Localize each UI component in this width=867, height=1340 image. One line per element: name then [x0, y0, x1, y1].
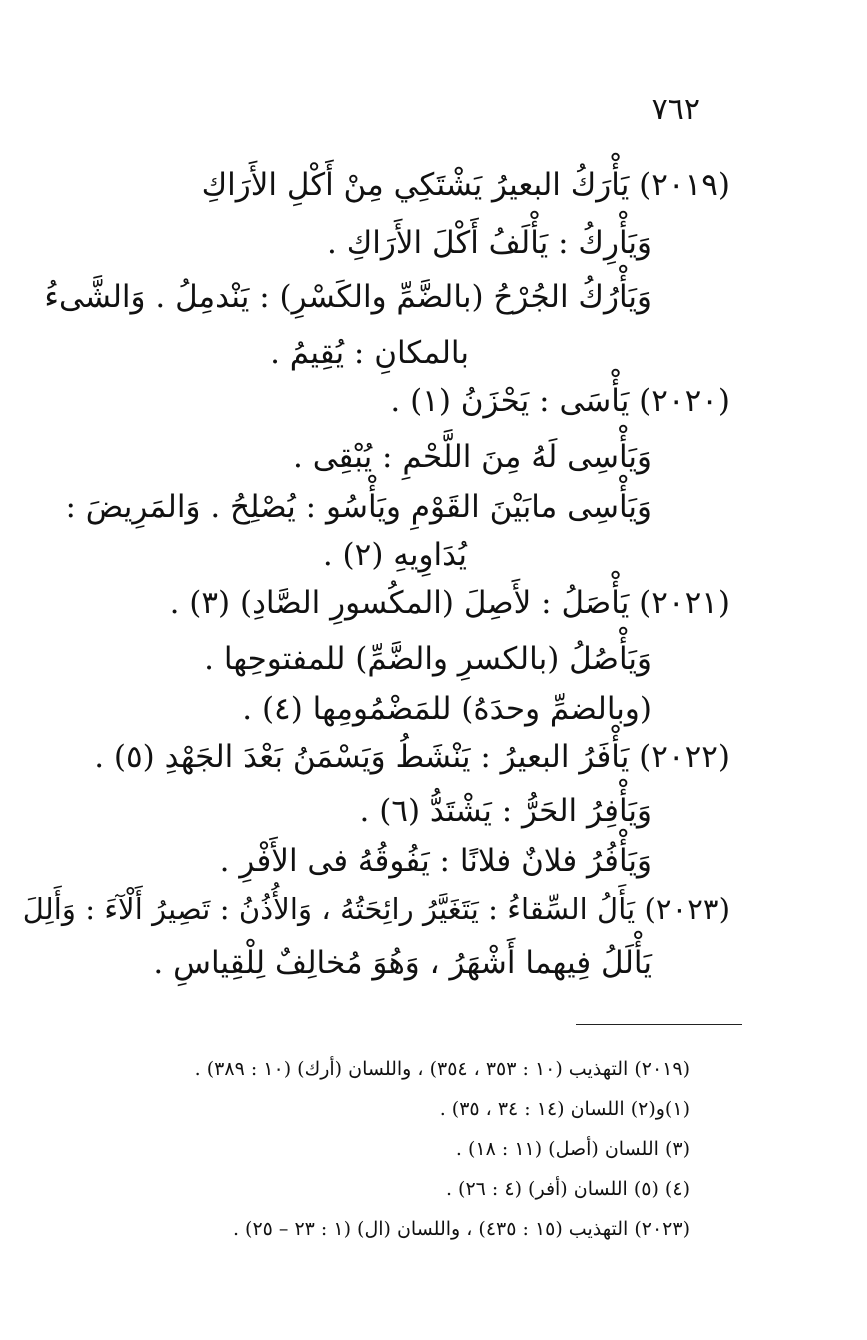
entry-2021-line: (وبالضمِّ وحدَهُ) للمَضْمُومِها (٤) . [242, 691, 652, 727]
page-number: ٧٦٢ [651, 92, 700, 127]
entry-2020-line: وَيَأْسِى لَهُ مِنَ اللَّحْمِ : يُبْقِى . [292, 439, 652, 475]
entry-2019-line: بالمكانِ : يُقِيمُ . [270, 335, 469, 371]
entry-2021-line: وَيَأْصُلُ (بالكسرِ والضَّمِّ) للمفتوحِها . [204, 641, 652, 677]
footnote: (٢٠٢٣) التهذيب (١٥ : ٤٣٥) ، واللسان (ال) (١ : ٢٣ – ٢٥) . [232, 1218, 690, 1240]
entry-2020-line: يُدَاوِيهِ (٢) . [322, 537, 467, 573]
footnote-divider [576, 1024, 742, 1025]
entry-2023-line: يَأْلَلُ فِيهما أَشْهَرُ ، وَهُوَ مُخالِفٌ لِلْقِياسِ . [153, 945, 652, 981]
footnote: (٣) اللسان (أصل) (١١ : ١٨) . [455, 1138, 690, 1160]
entry-2019-line: (٢٠١٩) يَأْرَكُ البعيرُ يَشْتَكِي مِنْ أَكْلِ الأَرَاكِ [201, 167, 730, 203]
entry-2022-line: (٢٠٢٢) يَأْفَرُ البعيرُ : يَنْشَطُ وَيَسْمَنُ بَعْدَ الجَهْدِ (٥) . [94, 739, 730, 775]
entry-2023-line: (٢٠٢٣) يَأَلُ السِّقاءُ : يَتَغَيَّرُ رائِحَتُهُ ، وَالأُذُنُ : تَصِيرُ أَلْآءَ : وَأَلِلَ [22, 892, 730, 926]
entry-2021-line: (٢٠٢١) يَأْصَلُ : لأَصِلَ (المكُسورِ الصَّادِ) (٣) . [169, 585, 730, 621]
entry-2019-line: وَيَأْرِكُ : يَأْلَفُ أَكْلَ الأَرَاكِ . [326, 225, 652, 261]
footnote: (٤) (٥) اللسان (أفر) (٤ : ٢٦) . [445, 1178, 690, 1200]
entry-2022-line: وَيَأْفُرُ فلانٌ فلانًا : يَفُوقُهُ فى الأَفْرِ . [219, 843, 652, 879]
entry-2019-line: وَيَأْرُكُ الجُرْحُ (بالضَّمِّ والكَسْرِ) : يَنْدمِلُ . وَالشَّىءُ [44, 279, 652, 315]
entry-2022-line: وَيَأْفِرُ الحَرُّ : يَشْتَدُّ (٦) . [359, 793, 652, 829]
footnote: (١)و(٢) اللسان (١٤ : ٣٤ ، ٣٥) . [439, 1098, 690, 1120]
footnote: (٢٠١٩) التهذيب (١٠ : ٣٥٣ ، ٣٥٤) ، واللسان (أرك) (١٠ : ٣٨٩) . [194, 1058, 690, 1080]
entry-2020-line: وَيَأْسِى مابَيْنَ القَوْمِ ويَأْسُو : يُصْلِحُ . وَالمَرِيضَ : [65, 489, 652, 525]
entry-2020-line: (٢٠٢٠) يَأْسَى : يَحْزَنُ (١) . [390, 383, 730, 419]
